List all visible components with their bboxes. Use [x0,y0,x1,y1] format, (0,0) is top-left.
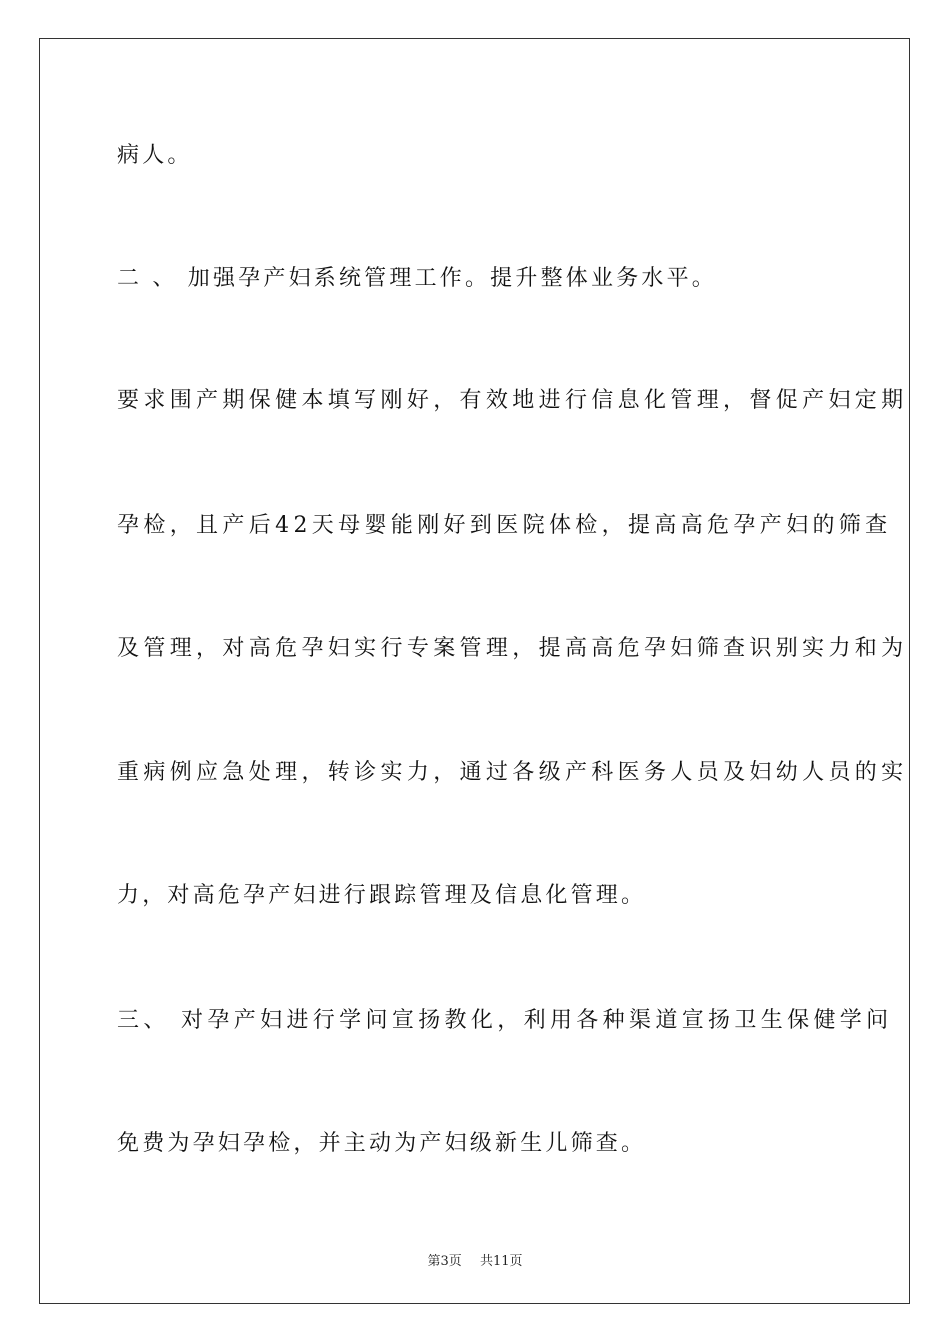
page-total: 共11页 [479,1254,523,1269]
paragraph-line-7: 力，对高危孕产妇进行跟踪管理及信息化管理。 [117,883,647,908]
section-heading-3: 三、 对孕产妇进行学问宣扬教化，利用各种渠道宣扬卫生保健学问 [117,1008,893,1033]
paragraph-line-1: 病人。 [117,143,193,168]
page-border [39,38,910,1304]
paragraph-line-5: 及管理，对高危孕妇实行专案管理，提高高危孕妇筛查识别实力和为 [117,636,908,661]
paragraph-line-3: 要求围产期保健本填写刚好，有效地进行信息化管理，督促产妇定期 [117,388,908,413]
page-footer [0,1250,950,1269]
paragraph-line-6: 重病例应急处理，转诊实力，通过各级产科医务人员及妇幼人员的实 [117,760,908,785]
section-heading-2: 二 、 加强孕产妇系统管理工作。提升整体业务水平。 [117,266,717,291]
page-number: 第3页 [427,1254,462,1269]
paragraph-line-4: 孕检，且产后42天母婴能刚好到医院体检，提高高危孕产妇的筛查 [117,513,892,538]
paragraph-line-9: 免费为孕妇孕检，并主动为产妇级新生儿筛查。 [117,1131,647,1156]
